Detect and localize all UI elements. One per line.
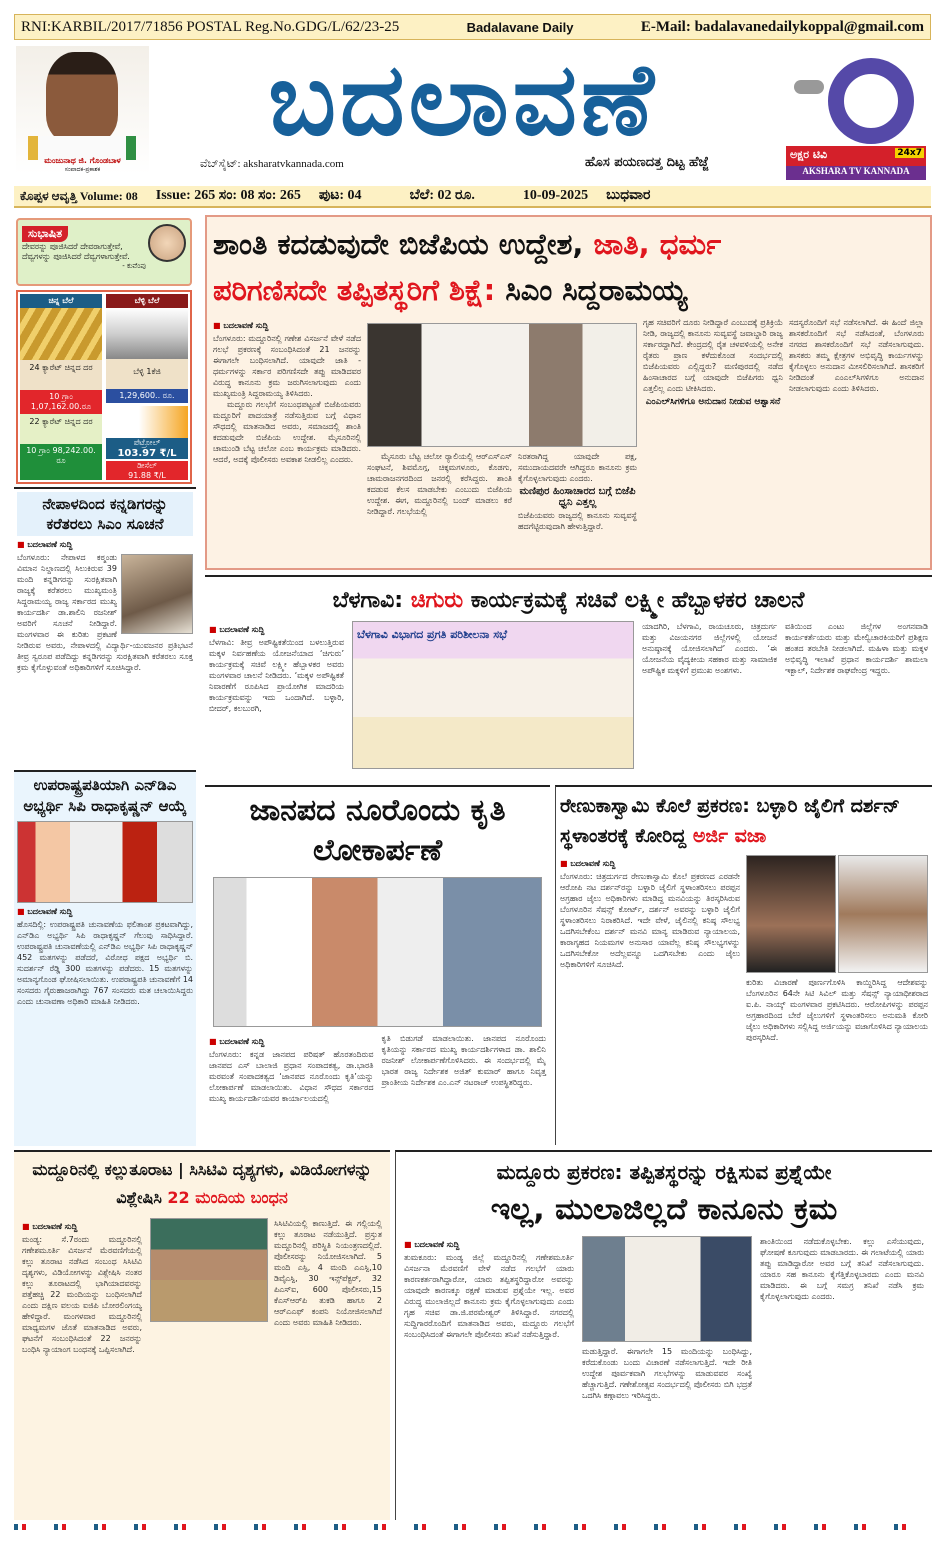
maddur-law-story — [395, 1150, 932, 1520]
lead-col1 — [213, 317, 361, 532]
maddur-law-paragraph: ತುಮಕೂರು: ಮಂಡ್ಯ ಜಿಲ್ಲೆ ಮದ್ದೂರಿನಲ್ಲಿ ಗಣೇಶಮೂರ್ತಿ ವಿಸರ್ಜನಾ ಮೆರವಣಿಗೆ ವೇಳೆ ನಡೆದ ಗಲಭೆಗೆ ಯಾರು ಕಾರಣಕರ್ತರಾಗಿದ್ದಾರೋ, ಯಾರು ತಪ್ಪಿತಸ್ಥರಿದ್ದಾರೋ ಅವರನ್ನು ಯಾವುದೇ ಕಾರಣಕ್ಕೂ ರಕ್ಷಣೆ ಮಾಡುವ ಪ್ರಶ್ನೆಯೇ ಇಲ್ಲ. ಅವರ ವಿರುದ್ಧ ಮುಲಾಜಿಲ್ಲದೆ ಕಾನೂನು ಕ್ರಮ ಕೈಗೊಳ್ಳಲಾಗುವುದು ಎಂದು ಗೃಹ ಸಚಿವ ಡಾ.ಜಿ.ಪರಮೇಶ್ವರ್ ತಿಳಿಸಿದ್ದಾರೆ. ನಗರದಲ್ಲಿ ಸುದ್ದಿಗಾರರೊಂದಿಗೆ ಮಾತನಾಡಿದ ಅವರು, ಮದ್ದೂರು ಗಲಭೆಗೆ ಸಂಬಂಧಿಸಿದಂತೆ ಈಗಾಗಲೇ ಪೊಲೀಸರು ತನಿಖೆ ನಡೆಸುತ್ತಿದ್ದಾರೆ. — [404, 1253, 574, 1339]
janapada-paragraph: ಬೆಂಗಳೂರು: ಕನ್ನಡ ಜಾನಪದ ಪರಿಷತ್ ಹೊರತಂದಿರುವ ಜಾನಪದ ಎಸ್ ಬಾಲಾಜಿ ಪ್ರಧಾನ ಸಂಪಾದಕತ್ವ, ಡಾ.ಭಾರತಿ ಮರವಂತೆ ಸಂಪಾದಕತ್ವದ ‘ಜಾನಪದ ನೂರೊಂದು ಕೃತಿ’ಯನ್ನು ಲೋಕಾರ್ಪಣೆ ಮಾಡಲಾಯಿತು. ವಿಧಾನ ಸೌಧದ ಸರ್ಕಾರದ ಮುಖ್ಯ ಕಾರ್ಯದರ್ಶಿಯವರ ಕಾರ್ಯಾಲಯದಲ್ಲಿ — [209, 1050, 374, 1103]
byline: ■ ಬದಲಾವಣೆ ಸುದ್ದಿ — [17, 907, 193, 917]
editor-name: ಮಂಜುನಾಥ ಜಿ. ಗೊಂಡಬಾಳ — [44, 156, 121, 165]
website-link[interactable]: ವೆಬ್‌ಸೈಟ್: aksharatvkannada.com — [200, 158, 344, 170]
weekday: ಬುಧವಾರ — [606, 188, 651, 203]
tv-logo-emblem — [828, 58, 914, 144]
email-contact: E-Mail: badalavanedailykoppal@gmail.com — [640, 18, 924, 35]
maddur-cctv-story — [14, 1150, 390, 1520]
gold22-value: 10 ಗ್ರಾಂ 98,242.00. ರೂ — [20, 444, 102, 480]
renuka-headline-part2: ಅರ್ಜಿ ವಜಾ — [692, 825, 767, 847]
lead-paragraph: ನಿರತರಾಗಿದ್ದ ಯಾವುದೇ ಪಕ್ಷ, ಸಮುದಾಯದವರೇ ಆಗಿದ್ದರೂ ಕಾನೂನು ಕ್ರಮ ಕೈಗೊಳ್ಳಲಾಗುವುದು ಎಂದರು. — [518, 452, 637, 483]
renuka-headline — [560, 791, 928, 851]
gold24-label: 24 ಕ್ಯಾರೆಟ್ ಚಿನ್ನದ ದರ — [20, 360, 102, 390]
byline: ■ ಬದಲಾವಣೆ ಸುದ್ದಿ — [209, 1037, 374, 1047]
edition: ಕೊಪ್ಪಳ ಆವೃತ್ತಿ Volume: 08 — [20, 188, 138, 203]
lead-subheading: ಮಣಿಪುರ ಹಿಂಸಾಚಾರದ ಬಗ್ಗೆ ಬಿಜೆಪಿ ಧ್ವನಿ ಎತ್ತಲ್ಲ — [519, 486, 636, 508]
darshan-photo — [746, 855, 836, 973]
diesel-value: 91.88 ₹/L — [106, 471, 188, 480]
renuka-paragraph: ಕುರಿತು ವಿಚಾರಣೆ ಪೂರ್ಣಗೊಳಿಸಿ ಕಾಯ್ದಿರಿಸಿದ್ದ ಆದೇಶವನ್ನು ಬೆಂಗಳೂರಿನ 64ನೇ ಸಿಟಿ ಸಿವಿಲ್ ಮತ್ತು ಸೆಷನ್ಸ್ ನ್ಯಾಯಾಧೀಶರಾದ ಐ.ಪಿ. ನಾಯ್ಕ್ ಮಂಗಳವಾರ ಪ್ರಕಟಿಸಿದರು. ಆರೋಪಿಗಳನ್ನು ಪರಪ್ಪನ ಅಗ್ರಹಾರದಿಂದ ಬೇರೆ ಜೈಲುಗಳಿಗೆ ಸ್ಥಳಾಂತರಿಸಲು ಅನುಮತಿ ಕೋರಿ ಜೈಲು ಅಧಿಕಾರಿಗಳು ಸಲ್ಲಿಸಿದ್ದ ಅರ್ಜಿಯನ್ನು ವಜಾಗೊಳಿಸಿದ ನ್ಯಾಯಾಲಯ ಪುರಸ್ಕರಿಸಿದೆ. — [746, 978, 928, 1042]
maddur-cctv-headline-part1: ಮದ್ದೂರಿನಲ್ಲಿ ಕಲ್ಲುತೂರಾಟ | ಸಿಸಿಟಿವಿ ದೃಶ್ಯಗಳು, ವಿಡಿಯೋಗಳನ್ನು ವಿಶ್ಲೇಷಿಸಿ — [32, 1160, 372, 1207]
maddur-law-paragraph: ಶಾಂತಿಯಿಂದ ನಡೆದುಕೊಳ್ಳಬೇಕು. ಕಲ್ಲು ಎಸೆಯುವುದು, ಘೋಷಣೆ ಕೂಗುವುದು ಮಾಡಬಾರದು. ಈ ಗಲಾಟೆಯಲ್ಲಿ ಯಾರು ತಪ್ಪು ಮಾಡಿದ್ದಾರೋ ಅವರ ಬಗ್ಗೆ ತನಿಖೆ ನಡೆಸಲಾಗುವುದು. ಯಾರೂ ಸಹ ಕಾನೂನು ಕೈಗೆತ್ತಿಕೊಳ್ಳಬಾರದು ಎಂದು ಮನವಿ ಮಾಡಿದರು. ಈ ಬಗ್ಗೆ ಸಮಗ್ರ ತನಿಖೆ ನಡೆಸಿ ಕ್ರಮ ಕೈಗೊಳ್ಳಲಾಗುವುದು ಎಂದರು. — [760, 1237, 924, 1301]
issue-info-strip — [14, 186, 931, 208]
gold24-value: 10 ಗ್ರಾಂ 1,07,162.00.ರೂ — [20, 390, 102, 414]
editor-role: ಸಂಪಾದಕ-ಪ್ರಕಾಶಕ — [64, 166, 101, 173]
lead-paragraph: ಮೈಸೂರು ಬೆಟ್ಟ ಚಲೋ ರ್‍ಯಾಲಿಯಲ್ಲಿ ಆರ್‌ಎಸ್‌ಎಸ್ ಸಂಘಟನೆ, ಶಿವಮೊಗ್ಗ, ಚಿಕ್ಕಮಗಳೂರು, ಕೊಡಗು, ಚಾಮರಾಜನಗರದಿಂದ ಜನರಲ್ಲಿ ಕರೆಸಿದ್ದರು. ಶಾಂತಿ ಕದಡುವ ಕೆಲಸ ಮಾಡಬೇಕು ಎಂಬುದು ಬಿಜೆಪಿಯ ಉದ್ದೇಶ. ಈಗ, ಮದ್ದೂರಿನಲ್ಲಿ ಬಂದ್ ಮಾಡಲು ಕರೆ ನೀಡಿದ್ದಾರೆ. ಗಲಭೆಯಲ್ಲಿ — [367, 452, 512, 516]
renuka-paragraph: ಬೆಂಗಳೂರು: ಚಿತ್ರದುರ್ಗದ ರೇಣುಕಾಸ್ವಾಮಿ ಕೊಲೆ ಪ್ರಕರಣದ ಎರಡನೇ ಆರೋಪಿ ನಟ ದರ್ಶನ್‌ರನ್ನು ಬಳ್ಳಾರಿ ಜೈಲಿಗೆ ಸ್ಥಳಾಂತರಿಸಲು ಪರಪ್ಪನ ಅಗ್ರಹಾರ ಜೈಲು ಅಧಿಕಾರಿಗಳು ಮಾಡಿದ್ದ ಮನವಿಯನ್ನು ತಿರಸ್ಕರಿಸಿರುವ ಬೆಂಗಳೂರಿನ ಸೆಷನ್ಸ್ ಕೋರ್ಟ್, ದರ್ಶನ್ ಅವರನ್ನು ಬಳ್ಳಾರಿ ಜೈಲಿಗೆ ಸ್ಥಳಾಂತರಿಸಲು ನಿರಾಕರಿಸಿದೆ. ಇದೇ ವೇಳೆ, ಜೈಲಿನಲ್ಲಿ ಕನಿಷ್ಠ ಸೌಲಭ್ಯ ಒದಗಿಸಬೇಕೆಂಬ ದರ್ಶನ್ ಮನವಿ ಮಾನ್ಯ ಮಾಡಿರುವ ನ್ಯಾಯಾಲಯ, ಕಾರಾಗೃಹದ ನಿಯಮಗಳ ಅನುಸಾರ ಯಾವೆಲ್ಲ ಕನಿಷ್ಠ ಸೌಲಭ್ಯಗಳನ್ನು ಒದಗಿಸಬೇಕೋ ಅದೆಲ್ಲವನ್ನೂ ಒದಗಿಸಬೇಕು ಎಂದು ಜೈಲು ಅಧಿಕಾರಿಗಳಿಗೆ ಸೂಚಿಸಿದೆ. — [560, 872, 740, 969]
subhashita-title: ಸುಭಾಷಿತ — [22, 226, 68, 242]
gold-prices — [20, 294, 102, 480]
radhakrishnan-photo — [17, 821, 193, 903]
lead-col4 — [789, 317, 924, 532]
nepal-headline: ನೇಪಾಳದಿಂದ ಕನ್ನಡಿಗರನ್ನು ಕರೆತರಲು ಸಿಎಂ ಸೂಚನೆ — [17, 492, 193, 536]
silver-label: ಬೆಳ್ಳಿ 1ಕೆಜಿ — [106, 359, 188, 389]
subhashita-box — [16, 218, 192, 286]
byline: ■ ಬದಲಾವಣೆ ಸುದ್ದಿ — [17, 540, 193, 550]
lead-col3 — [643, 317, 783, 532]
tv-24x7-badge: 24x7 — [897, 148, 922, 158]
janapada-headline: ಜಾನಪದ ನೂರೊಂದು ಕೃತಿ ಲೋಕಾರ್ಪಣೆ — [249, 793, 506, 868]
lead-story — [205, 215, 932, 570]
registration-number: RNI:KARBIL/2017/71856 POSTAL Reg.No.GDG/L/62/23-25 — [21, 18, 400, 35]
parameshwar-photo — [582, 1236, 752, 1342]
maddur-law-headline-2: ಇಲ್ಲ, ಮುಲಾಜಿಲ್ಲದೆ ಕಾನೂನು ಕ್ರಮ — [490, 1192, 838, 1227]
belagavi-paragraph: ವತಿಯಿಂದ ಎಂಟು ಜಿಲ್ಲೆಗಳ ಅಂಗನವಾಡಿ ಕಾರ್ಯಕರ್ತೆಯರು ಮತ್ತು ಮೇಲ್ವಿಚಾರಕಿಯರಿಗೆ ಪ್ರಶಿಕ್ಷಣ ಹಂತದ ತರಬೇತಿ ನೀಡಲಾಗಿದೆ. ಮಹಿಳಾ ಮತ್ತು ಮಕ್ಕಳ ಅಭಿವೃದ್ಧಿ ಇಲಾಖೆ ಪ್ರಧಾನ ಕಾರ್ಯದರ್ಶಿ ಶಾಮಲಾ ಇಕ್ಬಾಲ್, ನಿರ್ದೇಶಕ ರಾಘವೇಂದ್ರ ಇದ್ದರು. — [785, 622, 928, 675]
event-banner-text: ಬೆಳಗಾವಿ ವಿಭಾಗದ ಪ್ರಗತಿ ಪರಿಶೀಲನಾ ಸಭೆ — [357, 628, 508, 641]
renuka-headline-part1: ರೇಣುಕಾಸ್ವಾಮಿ ಕೊಲೆ ಪ್ರಕರಣ: ಬಳ್ಳಾರಿ ಜೈಲಿಗೆ ದರ್ಶನ್ ಸ್ಥಳಾಂತರಕ್ಕೆ ಕೋರಿದ್ದ — [560, 795, 900, 847]
paper-english-name: Badalavane Daily — [466, 19, 574, 35]
belagavi-headline-part3: ಕಾರ್ಯಕ್ರಮಕ್ಕೆ ಸಚಿವೆ ಲಕ್ಷ್ಮೀ ಹೆಬ್ಬಾಳಕರ ಚಾಲನೆ — [470, 588, 805, 613]
byline: ■ ಬದಲಾವಣೆ ಸುದ್ದಿ — [404, 1240, 574, 1250]
lead-headline-part1: ಶಾಂತಿ ಕದಡುವುದೇ ಬಿಜೆಪಿಯ ಉದ್ದೇಶ, — [213, 227, 584, 261]
date: 10-09-2025 — [522, 188, 589, 203]
silver-bars-image — [106, 308, 188, 359]
janapada-story — [205, 785, 550, 1145]
tv-name-banner — [786, 146, 926, 166]
belagavi-paragraph: ಬೆಳಗಾವಿ: ತೀವ್ರ ಅಪೌಷ್ಟಿಕತೆಯಿಂದ ಬಳಲುತ್ತಿರುವ ಮಕ್ಕಳ ನಿರ್ವಹಣೆಯ ಯೋಜನೆಯಾದ ‘ಚಿಗುರು’ ಕಾರ್ಯಕ್ರಮಕ್ಕೆ ಸಚಿವೆ ಲಕ್ಷ್ಮೀ ಹೆಬ್ಬಾಳಕರ ಅವರು ಮಂಗಳವಾರ ಚಾಲನೆ ನೀಡಿದರು. ‘ಮಕ್ಕಳ ಅಪೌಷ್ಟಿಕತೆ ನಿವಾರಣೆಗೆ ರೂಪಿಸಿದ ಪ್ರಾಯೋಗಿಕ ಮಾದರಿಯ ಕಾರ್ಯಕ್ರಮವನ್ನು ಇದು ಒಂದಾಗಿದೆ. ಬಳ್ಳಾರಿ, ಬೀದರ್, ಕಲಬುರಗಿ, — [209, 638, 344, 713]
fuel-pump-image — [106, 406, 188, 438]
akshara-tv-logo — [786, 50, 926, 180]
lead-paragraph: ಬಿಜೆಪಿಯವರು ರಾಜ್ಯದಲ್ಲಿ ಕಾನೂನು ಸುವ್ಯವಸ್ಥೆ ಹದಗೆಟ್ಟಿರುವುದಾಗಿ ಹೇಳುತ್ತಿದ್ದಾರೆ. — [518, 511, 637, 531]
petrol-label: ಪೆಟ್ರೋಲ್ — [106, 438, 188, 448]
lead-headline-part2: ಜಾತಿ, ಧರ್ಮ — [593, 227, 722, 261]
byline: ■ ಬದಲಾವಣೆ ಸುದ್ದಿ — [213, 321, 361, 331]
page-number: ಪುಟ: 04 — [318, 188, 362, 203]
maddur-cctv-paragraph: ಸಿಸಿಟಿವಿಯಲ್ಲಿ ಕಾಣುತ್ತಿದೆ. ಈ ಗಲ್ಲಿಯಲ್ಲಿ ಕಲ್ಲು ತೂರಾಟ ನಡೆಯುತ್ತಿದೆ. ಪ್ರಸ್ತುತ ಮದ್ದೂರಿನಲ್ಲಿ ಪರಿಸ್ಥಿತಿ ನಿಯಂತ್ರಣದಲ್ಲಿದೆ. ಪೊಲೀಸರನ್ನು ನಿಯೋಜಿಸಲಾಗಿದೆ. 5 ಮಂದಿ ಎಸ್ಪಿ, 4 ಮಂದಿ ಎಎಸ್ಪಿ,10 ಡಿವೈಎಸ್ಪಿ, 30 ಇನ್ಸ್‌ಪೆಕ್ಟರ್, 32 ಪಿಎಸ್‌ಐ, 600 ಪೊಲೀಸರು,15 ಕೆಎಸ್‌ಆರ್‌ಪಿ ತುಕಡಿ ಹಾಗೂ 2 ಆರ್‌ಎಎಫ್ ಕಂಪನಿ ನಿಯೋಜಿಸಲಾಗಿದೆ ಎಂದು ಅವರು ಮಾಹಿತಿ ನೀಡಿದರು. — [274, 1219, 382, 1327]
editor-photo — [46, 52, 118, 142]
lead-subheading: ಎಂಎಲ್‌ಸಿಗಳಿಗೂ ಅನುದಾನ ನೀಡುವ ಆಶ್ವಾಸನೆ — [645, 397, 781, 407]
gold-bars-image — [20, 308, 102, 360]
tv-name-kannada: ಅಕ್ಷರ ಟಿವಿ — [790, 148, 828, 161]
footer-dots-divider — [14, 1524, 931, 1530]
lead-paragraph: ಮದ್ದೂರು ಗಲಭೆಗೆ ಸಂಬಂಧಪಟ್ಟಂತೆ ಬಿಜೆಪಿಯವರು ಮದ್ದೂರಿಗೆ ಪಾದಯಾತ್ರೆ ನಡೆಸುತ್ತಿರುವ ಬಗ್ಗೆ ವಿಧಾನ ಸೌಧದಲ್ಲಿ ಮಾತನಾಡಿದ ಅವರು, ಸಮಾಜದಲ್ಲಿ ಶಾಂತಿ ಕದಡುವುದೇ ಬಿಜೆಪಿಯ ಉದ್ದೇಶ. ಮೈಸೂರಿನಲ್ಲಿ ಚಾಮುಂಡಿ ಬೆಟ್ಟ ಚಲೋ ಎಂಬ ಕಾರ್ಯಕ್ರಮ ಮಾಡಿದರು. ಆದರೆ, ಅದಕ್ಕೆ ಪೊಲೀಸರು ಅವಕಾಶ ನೀಡಲಿಲ್ಲ ಎಂದರು. — [213, 400, 361, 464]
belagavi-story — [205, 575, 932, 780]
kuvempu-portrait — [148, 224, 186, 262]
prices-box — [16, 290, 192, 484]
maddur-cctv-headline-part2: 22 ಮಂದಿಯ ಬಂಧನ — [167, 1188, 288, 1207]
belagavi-headline-part2: ಚಿಗುರು — [410, 588, 464, 613]
silver-fuel-prices — [106, 294, 188, 480]
renukaswamy-photo — [838, 855, 928, 973]
lead-headline — [213, 221, 924, 313]
janapada-paragraph: ಕೃತಿ ಬಿಡುಗಡೆ ಮಾಡಲಾಯಿತು. ಜಾನಪದ ನೂರೊಂದು ಕೃತಿಯನ್ನು ಸರ್ಕಾರದ ಮುಖ್ಯ ಕಾರ್ಯದರ್ಶಿಗಳಾದ ಡಾ. ಶಾಲಿನಿ ರಜನೀಶ್ ಲೋಕಾರ್ಪಣೆಗೊಳಿಸಿದರು. ಈ ಸಂದರ್ಭದಲ್ಲಿ ಮೈ ಭಾರತ ರಾಜ್ಯ ನಿರ್ದೇಶಕ ಅಜಿತ್ ಕುಮಾರ್ ಹಾಗೂ ನಿವೃತ್ತ ಪ್ರಾಂತೀಯ ನಿರ್ದೇಶಕ ಎಂ.ಎನ್ ನಟರಾಜ್ ಉಪಸ್ಥಿತರಿದ್ದರು. — [381, 1034, 546, 1087]
renukaswamy-story — [555, 785, 932, 1145]
igp-borlingaiah-photo — [150, 1218, 268, 1322]
maddur-law-paragraph: ಮಡುತ್ತಿದ್ದಾರೆ. ಈಗಾಗಲೇ 15 ಮಂದಿಯನ್ನು ಬಂಧಿಸಿದ್ದು, ಕರೆದುಕೊಂಡು ಬಂದು ವಿಚಾರಣೆ ನಡೆಸಲಾಗುತ್ತಿದೆ. ಇದೇ ರೀತಿ ಉದ್ದೇಶ ಪೂರ್ವಕವಾಗಿ ಗಲಭೆಗಳನ್ನು ಮಾಡುವವರ ಸಂಖ್ಯೆ ಹೆಚ್ಚಾಗುತ್ತಿದೆ. ಗಣೇಶೋತ್ಸವ ಸಂದರ್ಭದಲ್ಲಿ ಪೊಲೀಸರು ಬಿಗಿ ಭದ್ರತೆ ಒದಗಿಸಿ ಕಣ್ಗಾವಲು ಇರಿಸಿದ್ದರು. — [582, 1347, 752, 1400]
belagavi-paragraph: ಯಾದಗಿರಿ, ಬೆಳಗಾವಿ, ರಾಯಚೂರು, ಚಿತ್ರದುರ್ಗ ಮತ್ತು ವಿಜಯನಗರ ಜಿಲ್ಲೆಗಳಲ್ಲಿ ಯೋಜನೆ ಅನುಷ್ಠಾನಕ್ಕೆ ಯೋಜಿಸಲಾಗಿದೆ’ ಎಂದರು. ‘ಈ ಯೋಜನೆಯ ವೈದ್ಯಕೀಯ ಸಹಕಾರ ಮತ್ತು ಸಾಮಾಜಿಕ ಅಪೌಷ್ಟಿಕ ಮಕ್ಕಳಿಗೆ ಪ್ರಮುಖ ಅಂಶಗಳು. — [642, 622, 777, 675]
subhashita-text: ದೇವರನ್ನು ಪೂಜಿಸಿದರೆ ದೇವರಾಗುತ್ತೇವೆ, ದೆವ್ವಗಳನ್ನು ಪೂಜಿಸಿದರೆ ದೆವ್ವಗಳಾಗುತ್ತೇವೆ. — [22, 242, 130, 261]
nepal-story — [14, 487, 196, 767]
lead-paragraph: ಸದಸ್ಯರೊಂದಿಗೆ ಸಭೆ ನಡೆಸಲಾಗಿದೆ. ಈ ಹಿಂದೆ ಜಿಲ್ಲಾ ಶಾಸಕರೊಂದಿಗೆ ಸಭೆ ನಡೆಸಿದಂತೆ, ಬೆಂಗಳೂರು ನಗರದ ಶಾಸಕರೊಂದಿಗೆ ಸಭೆ ನಡೆಸಲಾಗುವುದು. ಶಾಸಕರು ತಮ್ಮ ಕ್ಷೇತ್ರಗಳ ಅಭಿವೃದ್ಧಿ ಕಾರ್ಯಗಳನ್ನು ಕೈಗೊಳ್ಳಲು ಅನುದಾನ ಮೀಸಲಿರಿಸಲಾಗಿದೆ. ಶಾಸಕರಿಗೆ ನೀಡಿದಂತೆ ಎಂಎಲ್‌ಸಿಗಳಿಗೂ ಅನುದಾನ ನೀಡಲಾಗುವುದು ಎಂದು ತಿಳಿಸಿದರು. — [789, 318, 924, 393]
byline: ■ ಬದಲಾವಣೆ ಸುದ್ದಿ — [209, 625, 344, 635]
vp-headline: ಉಪರಾಷ್ಟ್ರಪತಿಯಾಗಿ ಎನ್‌ಡಿಎ ಅಭ್ಯರ್ಥಿ ಸಿಪಿ ರಾಧಾಕೃಷ್ಣನ್ ಆಯ್ಕೆ — [23, 776, 187, 815]
siddaramaiah-photo — [121, 554, 193, 634]
renuka-photos — [746, 855, 928, 973]
silver-title: ಬೆಳ್ಳಿ ಬೆಲೆ — [106, 294, 188, 308]
belagavi-headline — [209, 581, 928, 621]
cm-siddaramaiah-photo — [367, 323, 637, 447]
byline: ■ ಬದಲಾವಣೆ ಸುದ್ದಿ — [22, 1222, 142, 1232]
lead-col2 — [367, 317, 637, 532]
tv-name-english: AKSHARA TV KANNADA — [786, 166, 926, 180]
vp-body: ಹೊಸದಿಲ್ಲಿ: ಉಪರಾಷ್ಟ್ರಪತಿ ಚುನಾವಣೆಯ ಫಲಿತಾಂಶ ಪ್ರಕಟವಾಗಿದ್ದು, ಎನ್‌ಡಿಎ ಅಭ್ಯರ್ಥಿ ಸಿಪಿ ರಾಧಾಕೃಷ್ಣನ್ ಗೆಲುವು ಸಾಧಿಸಿದ್ದಾರೆ. ಉಪರಾಷ್ಟ್ರಪತಿ ಚುನಾವಣೆಯಲ್ಲಿ ಎನ್‌ಡಿಎ ಅಭ್ಯರ್ಥಿ ಸಿಪಿ ರಾಧಾಕೃಷ್ಣನ್ 452 ಮತಗಳನ್ನು ಪಡೆದರೆ, ವಿರೋಧ ಪಕ್ಷದ ಅಭ್ಯರ್ಥಿ ಬಿ. ಸುದರ್ಶನ್ ರೆಡ್ಡಿ 300 ಮತಗಳನ್ನು ಪಡೆದರು. 15 ಮತಗಳನ್ನು ಅಮಾನ್ಯಗೊಂಡ ಘೋಷಿಸಲಾಯಿತು. ಉಪರಾಷ್ಟ್ರಪತಿ ಚುನಾವಣೆಗೆ 14 ಸಂಸದರು ಗೈರುಹಾಜರಾಗಿದ್ದು 767 ಸಂಸದರು ಮತ ಚಲಾಯಿಸಿದ್ದರು ಎಂದು ಚುನಾವಣಾ ಅಧಿಕಾರಿ ಮಾಹಿತಿ ನೀಡಿದರು. — [17, 920, 193, 1006]
byline: ■ ಬದಲಾವಣೆ ಸುದ್ದಿ — [560, 859, 740, 869]
maddur-cctv-paragraph: ಮಂಡ್ಯ: ಸೆ.7ರಂದು ಮದ್ದೂರಿನಲ್ಲಿ ಗಣೇಶಮೂರ್ತಿ ವಿಸರ್ಜನೆ ಮೆರವಣಿಗೆಯಲ್ಲಿ ಕಲ್ಲು ತೂರಾಟ ನಡೆಸಿದ ಸಂಬಂಧ ಸಿಸಿಟಿವಿ ದೃಶ್ಯಗಳು, ವಿಡಿಯೋಗಳನ್ನು ವಿಶ್ಲೇಷಿಸಿ ನಂತರ ಕಲ್ಲು ತೂರಾಟದಲ್ಲಿ ಭಾಗಿಯಾದವರನ್ನು ಪತ್ತೆಹಚ್ಚಿ 22 ಮಂದಿಯನ್ನು ಬಂಧಿಸಲಾಗಿದೆ ಎಂದು ದಕ್ಷಿಣ ವಲಯ ಐಜಿಪಿ ಬೋರಲಿಂಗಯ್ಯ ಹೇಳಿದ್ದಾರೆ. ಮಂಗಳವಾರ ಮದ್ದೂರಿನಲ್ಲಿ ಮಾಧ್ಯಮಗಳ ಜೊತೆ ಮಾತನಾಡಿದ ಅವರು, ಘಟನೆಗೆ ಸಂಬಂಧಿಸಿದಂತೆ 22 ಜನರನ್ನು ಬಂಧಿಸಿ ನ್ಯಾಯಾಂಗ ಬಂಧನಕ್ಕೆ ಒಪ್ಪಿಸಲಾಗಿದೆ. — [22, 1235, 142, 1354]
gold22-label: 22 ಕ್ಯಾರೆಟ್ ಚಿನ್ನದ ದರ — [20, 414, 102, 444]
lead-paragraph: ಬೆಂಗಳೂರು: ಮದ್ದೂರಿನಲ್ಲಿ ಗಣೇಶ ವಿಸರ್ಜನೆ ವೇಳೆ ನಡೆದ ಗಲಭೆ ಪ್ರಕರಣಕ್ಕೆ ಸಂಬಂಧಿಸಿದಂತೆ 21 ಜನರನ್ನು ಈಗಾಗಲೇ ಬಂಧಿಸಲಾಗಿದೆ. ಯಾವುದೇ ಜಾತಿ - ಧರ್ಮಗಳನ್ನು ಸರ್ಕಾರ ಪರಿಗಣಿಸದೇ ತಪ್ಪು ಮಾಡಿದವರ ವಿರುದ್ಧ ಕಾನೂನು ಕ್ರಮ ಜರುಗಿಸಲಾಗುವುದು ಎಂದು ಮುಖ್ಯಮಂತ್ರಿ ಸಿದ್ದರಾಮಯ್ಯ ತಿಳಿಸಿದರು. — [213, 334, 361, 398]
silver-value: 1,29,600.. ರೂ. — [106, 389, 188, 403]
vice-president-story — [14, 770, 196, 1146]
chiguru-event-photo — [352, 621, 634, 769]
editor-portrait — [16, 46, 149, 174]
maddur-law-headline-1: ಮದ್ದೂರು ಪ್ರಕರಣ: ತಪ್ಪಿತಸ್ಥರನ್ನು ರಕ್ಷಿಸುವ ಪ್ರಶ್ನೆಯೇ — [496, 1160, 832, 1184]
top-info-strip — [14, 14, 931, 40]
newspaper-logo: ಬದಲಾವಣೆ — [268, 41, 658, 158]
issue-number: Issue: 265 ಸಂ: 08 ಸಂ: 265 — [155, 188, 301, 203]
microphone-icon — [794, 80, 824, 94]
tagline: ಹೊಸ ಪಯಣದತ್ತ ದಿಟ್ಟ ಹೆಜ್ಜೆ — [585, 155, 709, 170]
subhashita-author: - ಕುವೆಂಪು — [122, 262, 146, 270]
belagavi-headline-part1: ಬೆಳಗಾವಿ: — [332, 588, 404, 613]
gold-title: ಚಿನ್ನ ಬೆಲೆ — [20, 294, 102, 308]
petrol-value: 103.97 ₹/L — [106, 448, 188, 459]
diesel-label: ಡೀಸೆಲ್ — [106, 461, 188, 471]
book-release-photo — [213, 877, 542, 1027]
lead-headline-part4: ಸಿಎಂ ಸಿದ್ದರಾಮಯ್ಯ — [505, 273, 688, 307]
price: ಬೆಲೆ: 02 ರೂ. — [409, 188, 475, 203]
lead-headline-part3: ಪರಿಗಣಿಸದೇ ತಪ್ಪಿತಸ್ಥರಿಗೆ ಶಿಕ್ಷೆ: — [213, 273, 496, 307]
nepal-body: ಬೆಂಗಳೂರು: ನೇಪಾಳದ ಕಠ್ಮಂಡು ವಿಮಾನ ನಿಲ್ದಾಣದಲ್ಲಿ ಸಿಲುಕಿರುವ 39 ಮಂದಿ ಕನ್ನಡಿಗರನ್ನು ಸುರಕ್ಷಿತವಾಗಿ ರಾಜ್ಯಕ್ಕೆ ಕರೆತರಲು ಮುಖ್ಯಮಂತ್ರಿ ಸಿದ್ದರಾಮಯ್ಯ ರಾಜ್ಯ ಸರ್ಕಾರದ ಮುಖ್ಯ ಕಾರ್ಯದರ್ಶಿ ಡಾ.ಶಾಲಿನಿ ರಜನೀಶ್ ಅವರಿಗೆ ಸೂಚನೆ ನೀಡಿದ್ದಾರೆ. ಮಂಗಳವಾರ ಈ ಕುರಿತು ಪ್ರಕಟಣೆ ನೀಡಿರುವ ಅವರು, ನೇಪಾಳದಲ್ಲಿ ವಿದ್ಯಾರ್ಥಿ-ಯುವಜನರ ಪ್ರತಿಭಟನೆ ತೀವ್ರ ಸ್ವರೂಪ ಪಡೆದಿದ್ದು ಕನ್ನಡಿಗರನ್ನು ಸುರಕ್ಷಿತವಾಗಿ ಕರೆತರಲು ಸೂಕ್ತ ಕ್ರಮ ಕೈಗೊಳ್ಳುವಂತೆ ಅಧಿಕಾರಿಗಳಿಗೆ ಸೂಚಿಸಿದ್ದಾರೆ. — [17, 553, 193, 672]
lead-paragraph: ಗೃಹ ಸಚಿವರಿಗೆ ದೂರು ನೀಡಿದ್ದಾರೆ ಎಂಬುದಕ್ಕೆ ಪ್ರತಿಕ್ರಿಯೆ ನೀಡಿ, ರಾಜ್ಯದಲ್ಲಿ ಕಾನೂನು ಸುವ್ಯವಸ್ಥೆ ಜವಾಬ್ದಾರಿ ರಾಜ್ಯ ಸರ್ಕಾರದ್ದಾಗಿದೆ. ಕೇಂದ್ರದಲ್ಲಿ ರೈತ ಚಳವಳಿಯಲ್ಲಿ ಅನೇಕ ರೈತರು ಪ್ರಾಣ ಕಳೆದುಕೊಂಡ ಸಂದರ್ಭದಲ್ಲಿ ಬಿಜೆಪಿಯವರು ಎಲ್ಲಿದ್ದರು? ಮಣಿಪುರದಲ್ಲಿ ನಡೆದ ಹಿಂಸಾಚಾರದ ಬಗ್ಗೆ ಯಾವುದೇ ಬಿಜೆಪಿಗರು ಧ್ವನಿ ಎತ್ತಲಿಲ್ಲ ಎಂದು ಟೀಕಿಸಿದರು. — [643, 318, 783, 393]
maddur-cctv-headline — [22, 1156, 382, 1212]
